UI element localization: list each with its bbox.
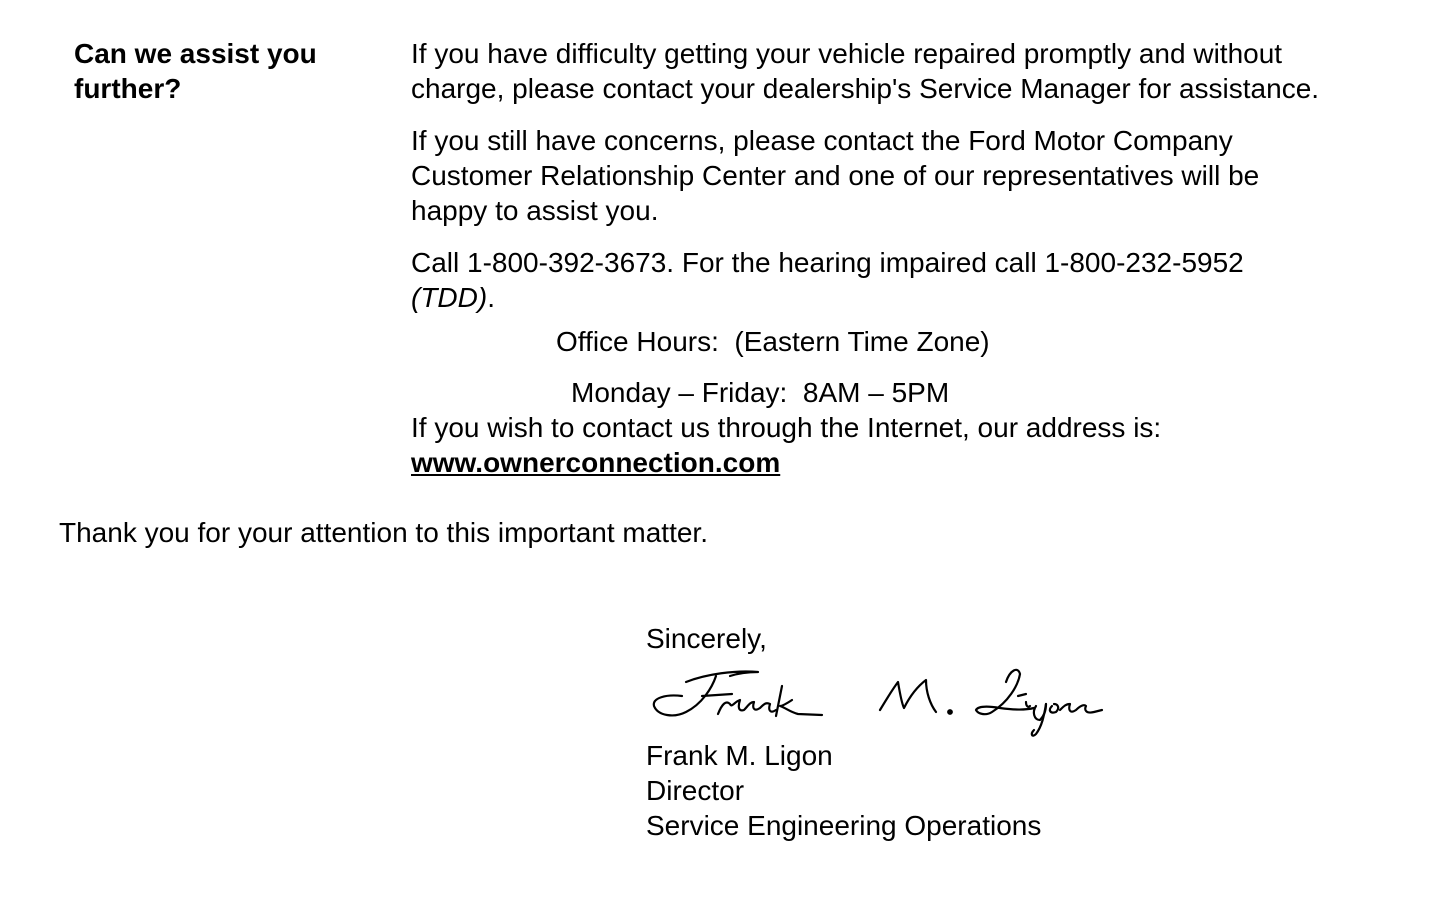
paragraph-line: Customer Relationship Center and one of our representatives will be <box>411 160 1260 191</box>
office-hours-days: Monday – Friday: 8AM – 5PM <box>571 377 950 408</box>
paragraph-phone <box>411 245 1421 315</box>
tdd-period: . <box>487 282 495 313</box>
phone-line: Call 1-800-392-3673. For the hearing impaired call 1-800-232-5952 <box>411 247 1244 278</box>
tdd-label: (TDD) <box>411 282 488 313</box>
paragraph-internet <box>411 410 1421 480</box>
paragraph-line: charge, please contact your dealership's Service Manager for assistance. <box>411 73 1320 104</box>
handwritten-signature <box>646 660 1116 740</box>
paragraph-dealership <box>411 36 1421 106</box>
office-hours-label: Office Hours: (Eastern Time Zone) <box>556 326 990 357</box>
owner-connection-link[interactable]: www.ownerconnection.com <box>411 447 781 478</box>
tdd-line <box>411 280 1421 315</box>
paragraph-line: If you have difficulty getting your vehicle repaired promptly and without <box>411 38 1283 69</box>
paragraph-concerns <box>411 123 1421 228</box>
section-heading <box>74 36 374 106</box>
heading-line-2: further? <box>74 73 182 104</box>
internet-line: If you wish to contact us through the Internet, our address is: <box>411 412 1162 443</box>
signer-department: Service Engineering Operations <box>646 810 1042 841</box>
signer-block <box>646 738 1041 843</box>
paragraph-line: If you still have concerns, please contact the Ford Motor Company <box>411 125 1233 156</box>
paragraph-line: happy to assist you. <box>411 195 659 226</box>
signer-name: Frank M. Ligon <box>646 740 833 771</box>
signer-title: Director <box>646 775 745 806</box>
url-line <box>411 445 1421 480</box>
closing-salutation: Sincerely, <box>646 623 767 654</box>
heading-line-1: Can we assist you <box>74 38 317 69</box>
thank-you-line: Thank you for your attention to this important matter. <box>59 517 708 548</box>
